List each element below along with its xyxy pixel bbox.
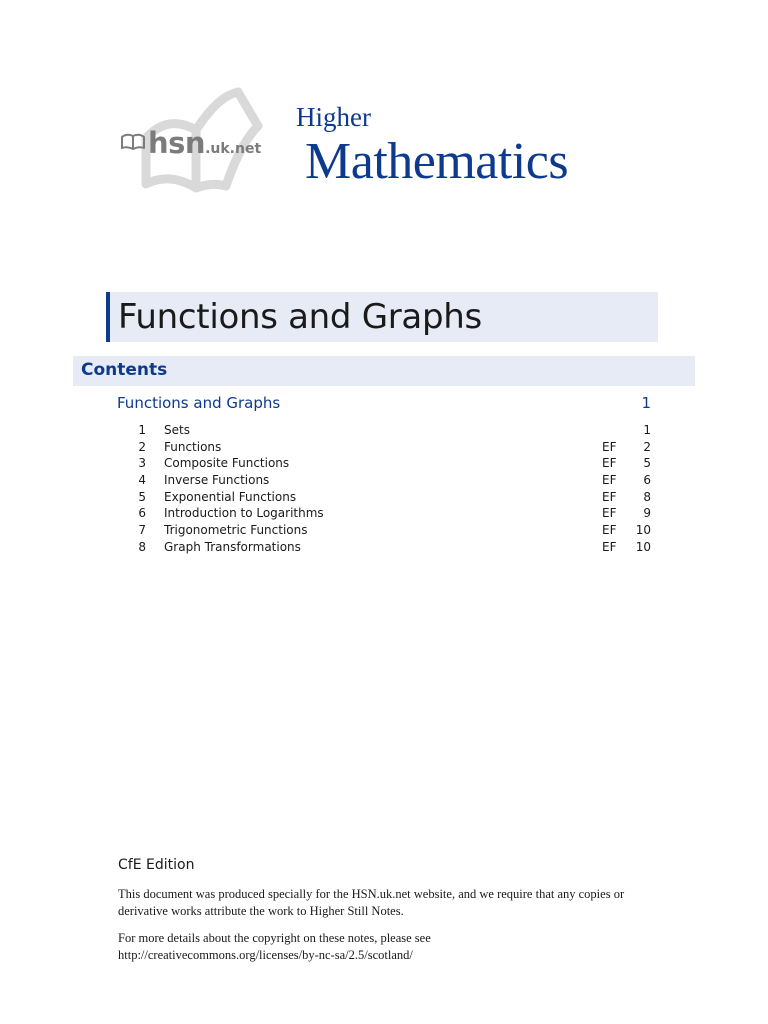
toc-item-tag: EF bbox=[602, 523, 617, 538]
logo-suffix: .uk.net bbox=[205, 141, 262, 157]
toc-item-title: Trigonometric Functions bbox=[164, 523, 308, 538]
toc-item-tag: EF bbox=[602, 489, 617, 504]
toc-item[interactable] bbox=[130, 456, 651, 473]
toc-item[interactable] bbox=[130, 423, 651, 440]
toc-item-page: 8 bbox=[643, 489, 651, 504]
copyright-line: For more details about the copyright on these notes, please see bbox=[118, 931, 431, 945]
toc-list bbox=[130, 423, 651, 557]
toc-item[interactable] bbox=[130, 506, 651, 523]
toc-item-number: 6 bbox=[138, 506, 146, 521]
toc-item-number: 1 bbox=[138, 423, 146, 437]
toc-item-page: 10 bbox=[635, 523, 651, 538]
toc-section-entry[interactable] bbox=[117, 394, 651, 416]
toc-item-number: 3 bbox=[138, 456, 146, 471]
toc-item-tag: EF bbox=[602, 473, 617, 488]
toc-item-page: 10 bbox=[635, 539, 651, 554]
toc-item-page: 1 bbox=[643, 423, 651, 437]
toc-item-page: 6 bbox=[643, 473, 651, 488]
toc-item-number: 2 bbox=[138, 439, 146, 454]
toc-item-page: 9 bbox=[643, 506, 651, 521]
toc-section-label: Functions and Graphs bbox=[117, 394, 281, 412]
toc-item-number: 8 bbox=[138, 539, 146, 554]
toc-item[interactable] bbox=[130, 540, 651, 557]
toc-item[interactable] bbox=[130, 473, 651, 490]
license-link[interactable]: http://creativecommons.org/licenses/by-nc-sa/2.5/scotland/ bbox=[118, 948, 413, 962]
edition-label: CfE Edition bbox=[118, 857, 195, 873]
toc-item-number: 5 bbox=[138, 489, 146, 504]
course-level: Higher bbox=[296, 102, 371, 132]
site-logo bbox=[120, 126, 261, 160]
toc-item-title: Exponential Functions bbox=[164, 489, 297, 504]
toc-section-page: 1 bbox=[641, 394, 651, 412]
topic-title: Functions and Graphs bbox=[118, 297, 482, 337]
contents-header-band bbox=[73, 356, 695, 386]
toc-item-tag: EF bbox=[602, 506, 617, 521]
toc-item-tag: EF bbox=[602, 439, 617, 454]
toc-item-title: Composite Functions bbox=[164, 456, 290, 471]
toc-item-page: 5 bbox=[643, 456, 651, 471]
toc-item-tag: EF bbox=[602, 456, 617, 471]
topic-accent-bar bbox=[106, 292, 110, 342]
toc-item[interactable] bbox=[130, 440, 651, 457]
toc-item-number: 7 bbox=[138, 523, 146, 538]
course-title: Mathematics bbox=[305, 133, 569, 190]
toc-item-page: 2 bbox=[643, 439, 651, 454]
logo-name: hsn bbox=[148, 126, 206, 160]
toc-item-title: Inverse Functions bbox=[164, 473, 270, 488]
toc-item[interactable] bbox=[130, 490, 651, 507]
toc-item-title: Sets bbox=[164, 423, 190, 437]
toc-item-title: Graph Transformations bbox=[164, 539, 301, 554]
contents-heading: Contents bbox=[81, 360, 168, 380]
toc-item-title: Introduction to Logarithms bbox=[164, 506, 324, 521]
copyright-notice bbox=[118, 930, 638, 964]
attribution-notice: This document was produced specially for the HSN.uk.net website, and we require that any copies or derivative works attribute the work to Higher Still Notes. bbox=[118, 887, 625, 918]
toc-item-title: Functions bbox=[164, 439, 222, 454]
toc-item-tag: EF bbox=[602, 539, 617, 554]
toc-item[interactable] bbox=[130, 523, 651, 540]
topic-banner bbox=[106, 292, 658, 342]
toc-item-number: 4 bbox=[138, 473, 146, 488]
